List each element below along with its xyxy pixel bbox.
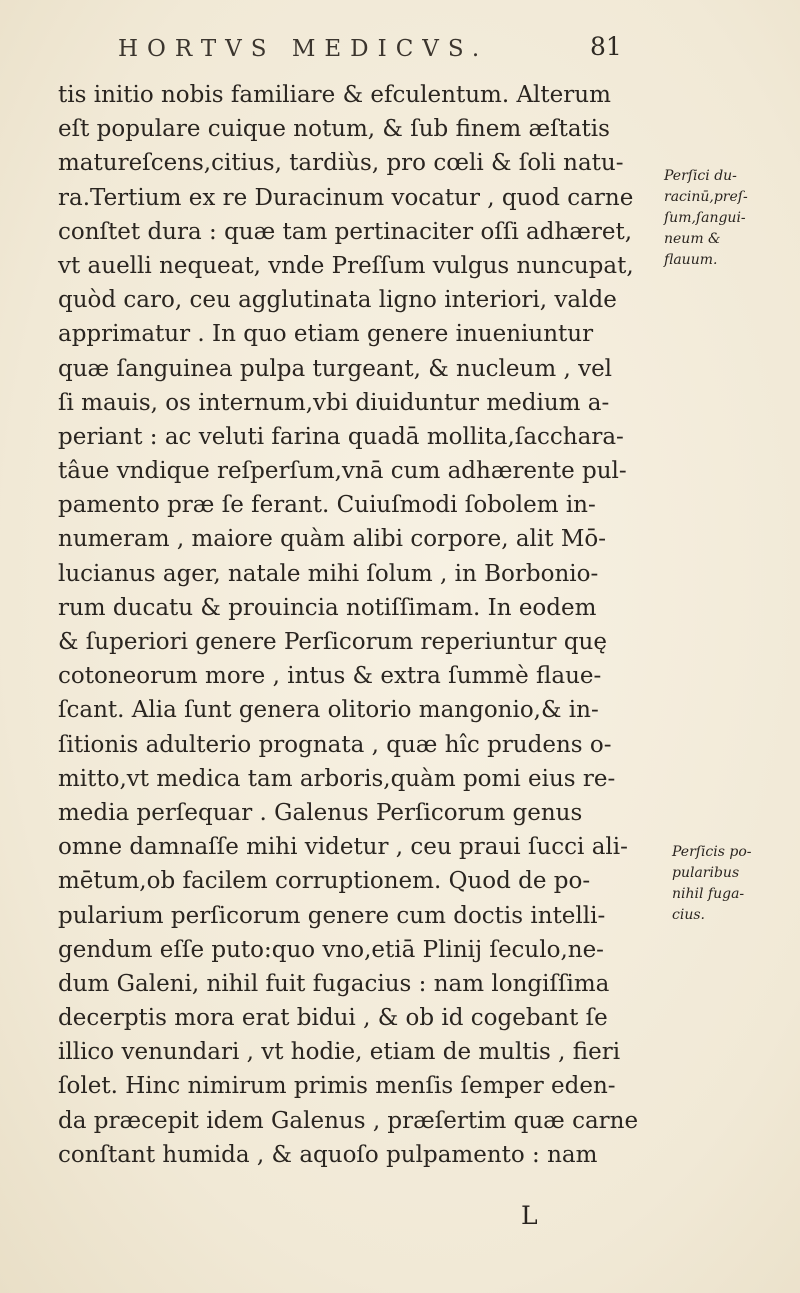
running-head: HORTVS MEDICVS. xyxy=(118,36,489,62)
marginal-note-peach-types xyxy=(664,166,748,271)
marginal-note-line: neum & xyxy=(664,231,721,247)
text-line: numeram , maiore quàm alibi corpore, alit Mō- xyxy=(58,526,606,553)
text-line: da præcepit idem Galenus , præſertim quæ carne xyxy=(58,1107,639,1134)
text-line: & ſuperiori genere Perſicorum reperiuntur quę xyxy=(58,629,607,655)
text-line: ſitionis adulterio prognata , quæ hîc prudens o- xyxy=(58,731,612,758)
text-line: conſtant humida , & aquoſo pulpamento : nam xyxy=(58,1141,598,1168)
text-line: apprimatur . In quo etiam genere inueniuntur xyxy=(58,321,594,348)
text-line: ſolet. Hinc nimirum primis menſis ſemper eden- xyxy=(58,1073,616,1100)
marginal-note-line: flauum. xyxy=(664,252,718,268)
text-line: omne damnaſſe mihi videtur , ceu praui ſucci ali- xyxy=(58,834,628,861)
text-line: tâue vndique reſperſum,vnā cum adhærente pul- xyxy=(58,458,627,485)
text-line: media perſequar . Galenus Perſicorum genus xyxy=(58,799,583,826)
text-line: ſi mauis, os internum,vbi diuiduntur medium a- xyxy=(58,389,610,416)
text-line: vt auelli nequeat, vnde Preſſum vulgus nuncupat, xyxy=(58,252,634,279)
text-line: conſtet dura : quæ tam pertinaciter oſſi adhæret, xyxy=(58,218,633,245)
marginal-note-line: Perſicis po- xyxy=(672,844,752,860)
signature-mark: L xyxy=(521,1201,538,1230)
text-line: decerptis mora erat bidui , & ob id cogebant ſe xyxy=(58,1005,608,1032)
main-text-block xyxy=(58,78,648,1172)
text-line: periant : ac veluti farina quadā mollita,ſacchara- xyxy=(58,423,624,450)
text-line: mitto,vt medica tam arboris,quàm pomi eius re- xyxy=(58,765,616,792)
text-line: quæ ſanguinea pulpa turgeant, & nucleum , vel xyxy=(58,355,613,382)
text-line: lucianus ager, natale mihi ſolum , in Borbonio- xyxy=(58,560,599,587)
marginal-note-line: cius. xyxy=(672,907,705,923)
text-line: cotoneorum more , intus & extra ſummè flaue- xyxy=(58,663,602,690)
marginal-note-line: Perſici du- xyxy=(664,168,737,184)
text-line: rum ducatu & prouincia notiſſimam. In eodem xyxy=(58,594,597,621)
text-line: gendum eſſe puto:quo vno,etiā Plinij ſeculo,ne- xyxy=(58,936,604,963)
text-line: eſt populare cuique notum, & ſub finem æſtatis xyxy=(58,116,610,143)
marginal-note-line: pularibus xyxy=(672,865,740,881)
marginal-note-line: racinū,preſ- xyxy=(664,189,748,205)
text-line: illico venundari , vt hodie, etiam de multis , fieri xyxy=(58,1039,621,1066)
text-line: quòd caro, ceu agglutinata ligno interiori, valde xyxy=(58,287,617,314)
text-line: ra.Tertium ex re Duracinum vocatur , quod carne xyxy=(58,184,634,211)
text-line: dum Galeni, nihil fuit fugacius : nam longiſſima xyxy=(58,970,610,997)
marginal-note-popular-peaches xyxy=(672,842,752,926)
text-line: pularium perſicorum genere cum doctis intelli- xyxy=(58,902,606,929)
text-line: matureſcens,citius, tardiùs, pro cœli & ſoli natu- xyxy=(58,150,624,177)
text-line: ſcant. Alia ſunt genera olitorio mangonio,& in- xyxy=(58,697,599,724)
page-number: 81 xyxy=(590,32,622,61)
marginal-note-line: ſum,ſangui- xyxy=(664,210,746,226)
text-line: pamento præ ſe ferant. Cuiuſmodi ſobolem in- xyxy=(58,492,596,519)
marginal-note-line: nihil fuga- xyxy=(672,886,745,902)
text-line: mētum,ob facilem corruptionem. Quod de po- xyxy=(58,868,591,895)
text-line: tis initio nobis familiare & efculentum. Alterum xyxy=(58,82,611,108)
